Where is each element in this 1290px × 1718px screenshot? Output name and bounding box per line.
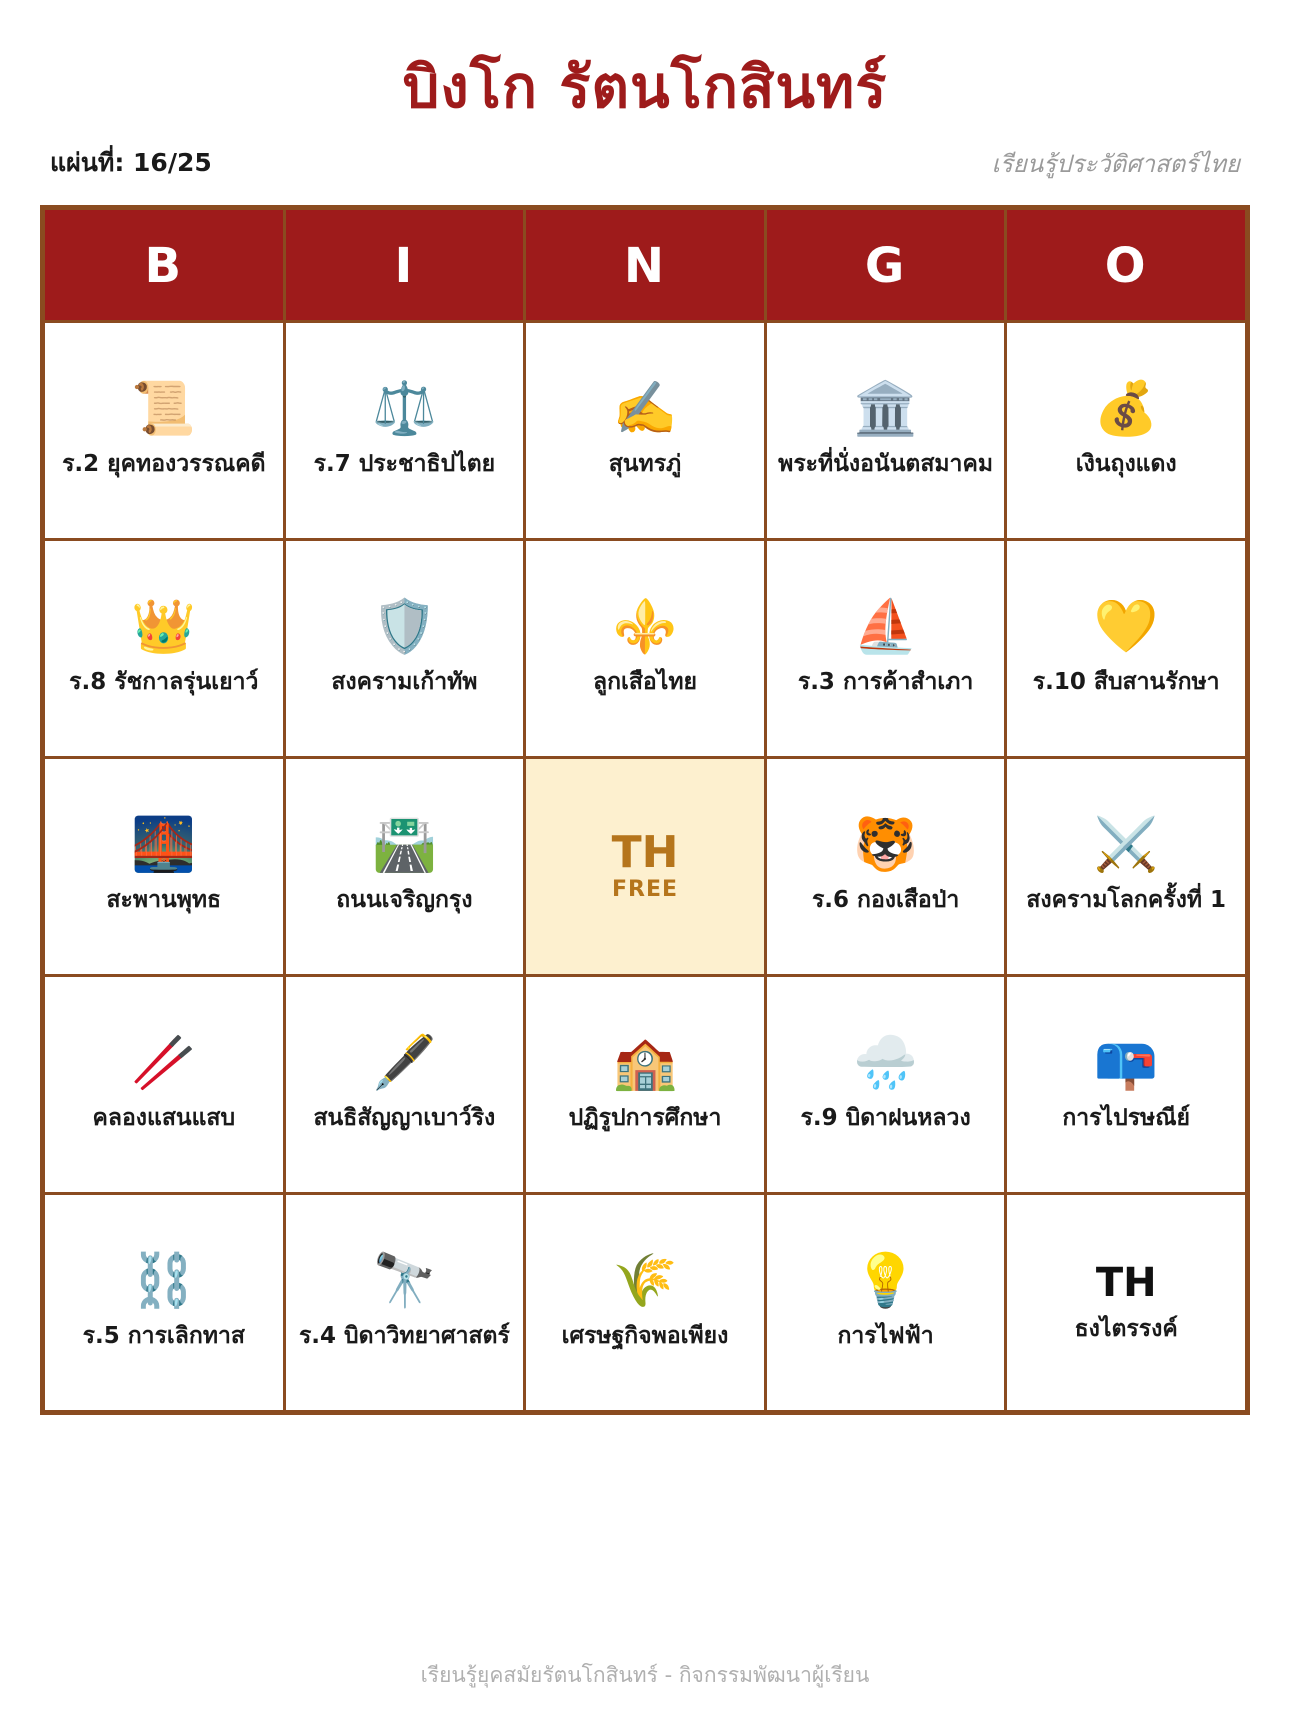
bingo-board (40, 205, 1250, 1415)
bingo-cell-label: ลูกเสือไทย (593, 669, 697, 696)
fountain-pen-icon: 🖋️ (372, 1033, 437, 1094)
bingo-free-cell[interactable] (526, 759, 764, 974)
free-cell-label: FREE (611, 876, 678, 902)
tagline: เรียนรู้ประวัติศาสตร์ไทย (991, 149, 1240, 178)
shield-icon: 🛡️ (372, 597, 437, 658)
bingo-cell[interactable] (286, 323, 524, 538)
bingo-cell[interactable] (1007, 541, 1245, 756)
bingo-cell-label: การไปรษณีย์ (1062, 1105, 1191, 1132)
bingo-cell[interactable] (1007, 1195, 1245, 1410)
scroll-icon: 📜 (131, 379, 197, 440)
free-cell-th-text: TH (611, 826, 679, 878)
postbox-icon: 📪 (1093, 1033, 1159, 1094)
bingo-grid (45, 323, 1245, 1410)
yellow-heart-icon: 💛 (1093, 597, 1159, 658)
crossed-flutes-icon: 🥢 (131, 1033, 197, 1094)
bingo-cell[interactable] (45, 759, 283, 974)
bingo-cell[interactable] (526, 977, 764, 1192)
bingo-cell[interactable] (286, 541, 524, 756)
bingo-cell-label: ร.6 กองเสือป่า (811, 887, 960, 914)
writing-hand-icon: ✍️ (612, 379, 678, 440)
balance-scale-icon: ⚖️ (372, 379, 437, 440)
bingo-cell-label: การไฟฟ้า (837, 1323, 934, 1350)
bingo-cell[interactable] (767, 759, 1005, 974)
crossed-swords-icon: ⚔️ (1093, 815, 1159, 876)
bingo-cell-label: สนธิสัญญาเบาว์ริง (313, 1105, 496, 1132)
bingo-cell-label: สงครามเก้าทัพ (331, 669, 478, 696)
telescope-icon: 🔭 (372, 1251, 437, 1312)
bingo-cell[interactable] (767, 1195, 1005, 1410)
bingo-cell-label: ร.4 บิดาวิทยาศาสตร์ (298, 1323, 510, 1350)
page-title: บิงโก รัตนโกสินทร์ (402, 53, 888, 121)
bingo-cell-label: ร.7 ประชาธิปไตย (313, 451, 496, 478)
bingo-cell-label: ธงไตรรงค์ (1074, 1315, 1178, 1342)
bingo-cell-label: ร.5 การเลิกทาส (82, 1323, 245, 1350)
sheet-info-bar (50, 143, 1240, 183)
bingo-cell[interactable] (526, 541, 764, 756)
bingo-cell-label: ร.9 บิดาฝนหลวง (800, 1105, 971, 1132)
crown-icon: 👑 (131, 597, 197, 658)
bingo-cell[interactable] (526, 323, 764, 538)
school-icon: 🏫 (612, 1033, 678, 1094)
light-bulb-icon: 💡 (853, 1251, 918, 1312)
bingo-cell-label: คลองแสนแสบ (92, 1105, 236, 1132)
fleur-de-lis-icon: ⚜️ (612, 597, 678, 658)
bingo-cell[interactable] (45, 323, 283, 538)
bingo-cell-label: ร.10 สืบสานรักษา (1032, 669, 1220, 696)
bingo-cell-label: เงินถุงแดง (1075, 451, 1177, 478)
bingo-cell[interactable] (767, 977, 1005, 1192)
bingo-header-row (45, 210, 1245, 320)
bingo-cell[interactable] (1007, 977, 1245, 1192)
seedling-hand-icon: 🌾 (612, 1251, 678, 1312)
classical-building-icon: 🏛️ (853, 379, 918, 440)
bingo-cell[interactable] (286, 1195, 524, 1410)
bingo-cell[interactable] (45, 1195, 283, 1410)
bingo-cell[interactable] (45, 977, 283, 1192)
bingo-cell-label: ปฏิรูปการศึกษา (568, 1105, 722, 1132)
bingo-cell[interactable] (286, 759, 524, 974)
bingo-cell-label: ร.8 รัชกาลรุ่นเยาว์ (69, 669, 259, 696)
bingo-cell[interactable] (1007, 323, 1245, 538)
bingo-cell-label: สุนทรภู่ (608, 451, 682, 478)
bingo-cell[interactable] (526, 1195, 764, 1410)
bingo-cell[interactable] (286, 977, 524, 1192)
bingo-column-letter: G (767, 210, 1005, 320)
bingo-cell-label: สงครามโลกครั้งที่ 1 (1026, 887, 1226, 914)
bingo-cell-label: ร.3 การค้าสำเภา (797, 669, 974, 696)
bingo-column-letter: O (1007, 210, 1245, 320)
bingo-column-letter: B (45, 210, 283, 320)
bingo-cell-label: ถนนเจริญกรุง (336, 887, 473, 914)
tiger-face-icon: 🐯 (853, 815, 918, 876)
bingo-cell[interactable] (767, 541, 1005, 756)
sheet-number: แผ่นที่: 16/25 (50, 147, 212, 177)
bridge-icon: 🌉 (131, 815, 197, 876)
rain-cloud-icon: 🌧️ (853, 1033, 918, 1094)
sailboat-icon: ⛵ (853, 597, 918, 658)
money-bag-icon: 💰 (1093, 379, 1159, 440)
bingo-column-letter: I (286, 210, 524, 320)
bingo-column-letter: N (526, 210, 764, 320)
th-text-icon: TH (1095, 1259, 1157, 1306)
bingo-cell[interactable] (1007, 759, 1245, 974)
bingo-cell-label: พระที่นั่งอนันตสมาคม (778, 451, 994, 478)
bingo-cell-label: สะพานพุทธ (106, 887, 222, 914)
bingo-cell-label: ร.2 ยุคทองวรรณคดี (62, 451, 266, 478)
bingo-cell[interactable] (767, 323, 1005, 538)
footer-note: เรียนรู้ยุคสมัยรัตนโกสินทร์ - กิจกรรมพัฒนาผู้เรียน (420, 1663, 870, 1687)
bingo-cell-label: เศรษฐกิจพอเพียง (561, 1323, 729, 1350)
bingo-cell[interactable] (45, 541, 283, 756)
motorway-icon: 🛣️ (372, 815, 437, 876)
chains-icon: ⛓️ (131, 1251, 197, 1312)
